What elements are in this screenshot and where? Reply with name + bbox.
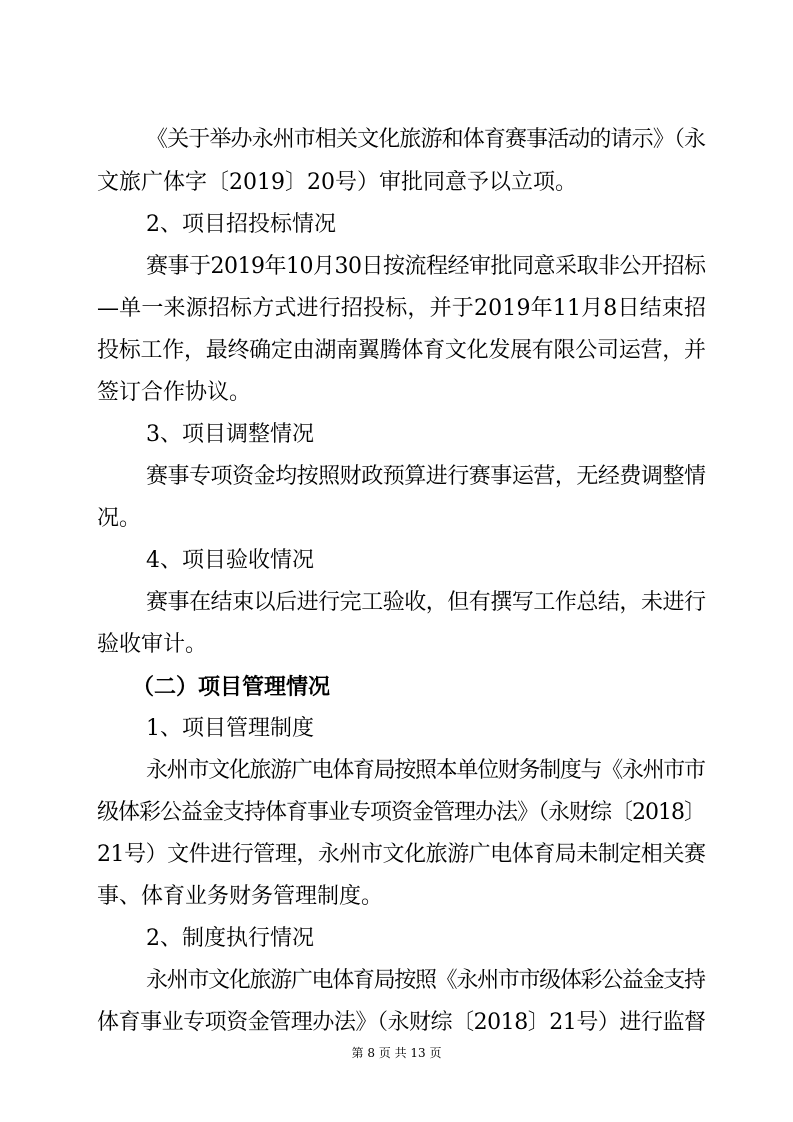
text-line: 永州市文化旅游广电体育局按照本单位财务制度与《永州市市 bbox=[146, 758, 705, 783]
text-line: 3、项目调整情况 bbox=[146, 422, 314, 447]
text-line: 赛事在结束以后进行完工验收，但有撰写工作总结，未进行 bbox=[146, 590, 706, 615]
page-footer: 第 8 页 共 13 页 bbox=[351, 1046, 442, 1060]
text-line: 投标工作，最终确定由湖南翼腾体育文化发展有限公司运营，并 bbox=[97, 338, 706, 363]
text-line: （二）项目管理情况 bbox=[132, 674, 331, 700]
text-line: 赛事于2019年10月30日按流程经审批同意采取非公开招标 bbox=[146, 254, 706, 279]
text-line: 况。 bbox=[97, 506, 142, 531]
text-line: 永州市文化旅游广电体育局按照《永州市市级体彩公益金支持 bbox=[146, 968, 705, 993]
text-line: 4、项目验收情况 bbox=[146, 548, 314, 573]
text-line: 级体彩公益金支持体育事业专项资金管理办法》（永财综〔2018〕 bbox=[97, 800, 705, 825]
text-line: 事、体育业务财务管理制度。 bbox=[97, 884, 384, 909]
text-line: 验收审计。 bbox=[97, 632, 208, 657]
text-line: 1、项目管理制度 bbox=[146, 716, 314, 741]
text-line: 2、制度执行情况 bbox=[146, 926, 314, 951]
text-line: —单一来源招标方式进行招投标，并于2019年11月8日结束招 bbox=[97, 296, 707, 321]
text-line: 2、项目招投标情况 bbox=[146, 212, 336, 237]
text-line: 赛事专项资金均按照财政预算进行赛事运营，无经费调整情 bbox=[146, 464, 706, 489]
text-line: 签订合作协议。 bbox=[97, 380, 252, 405]
text-line: 《关于举办永州市相关文化旅游和体育赛事活动的请示》（永 bbox=[146, 127, 706, 152]
text-line: 文旅广体字〔2019〕20号）审批同意予以立项。 bbox=[97, 170, 577, 195]
text-line: 体育事业专项资金管理办法》（永财综〔2018〕21号）进行监督 bbox=[97, 1010, 706, 1035]
text-line: 21号）文件进行管理，永州市文化旅游广电体育局未制定相关赛 bbox=[97, 842, 706, 867]
